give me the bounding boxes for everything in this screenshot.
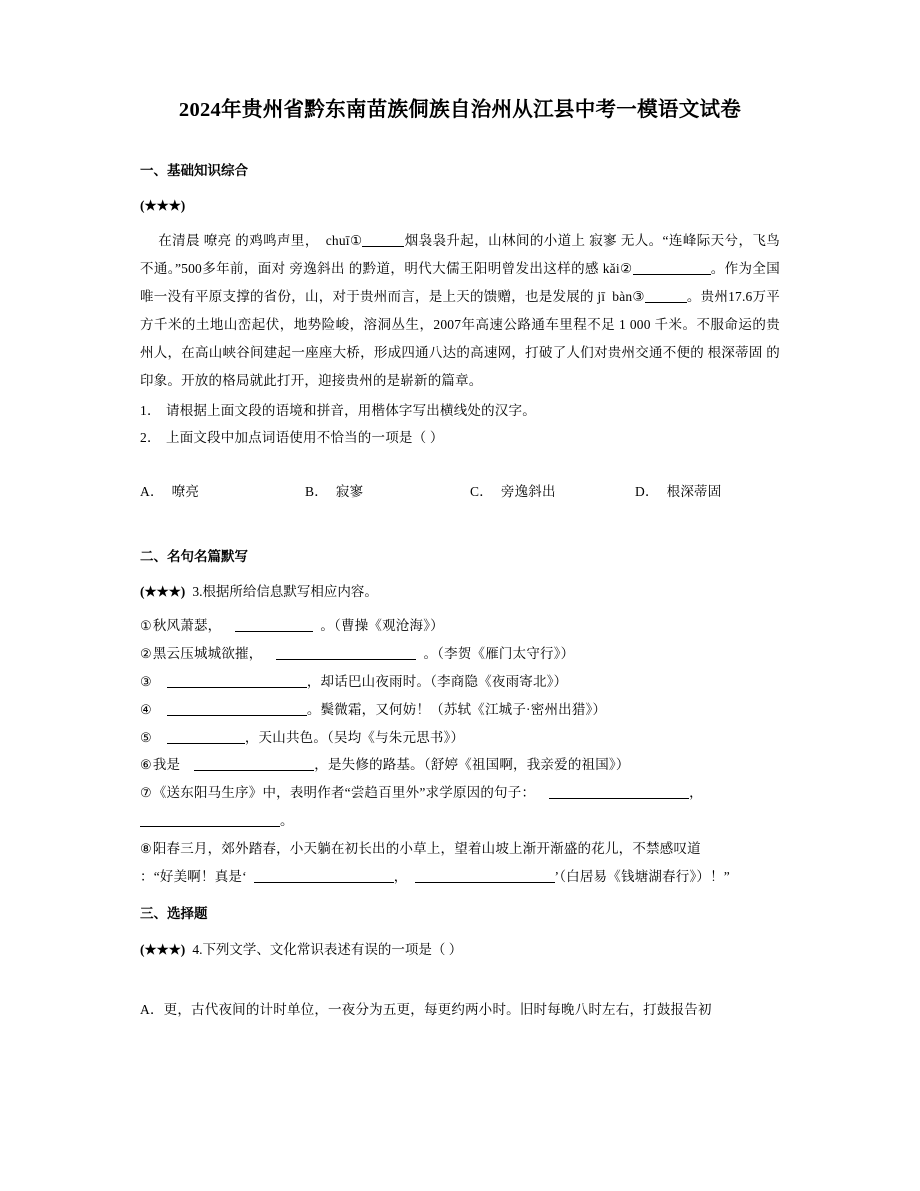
passage-line-1b: 烟袅袅升起，山林间的小道上 寂寥 无人。“连峰际天兮 [404,232,739,248]
item-8-line2-after: ’（白居易《钱塘湖春行》）！” [554,868,730,884]
passage-line-7: 的篇章。 [427,372,483,388]
section-heading-multiple-choice: 三、选择题 [140,906,208,922]
passage-line-5: 里程不足 1 000 千米。不服命运的贵州人，在高山峡谷间建起一座座大桥，形成四通八达的高速 [140,316,781,360]
option-c-text: 旁逸斜出 [500,484,556,499]
recitation-item-1 [140,612,780,640]
item-7-line2-after: 。 [280,813,294,829]
option-b[interactable] [305,479,470,505]
page-title: 2024年贵州省黔东南苗族侗族自治州从江县中考一模语文试卷 [178,99,742,121]
stars-badge-section2: (★★★) [140,583,186,599]
question-2 [140,424,780,451]
item-8-text: 阳春三月，郊外踏春，小天躺在初长出的小草上，望着山坡上渐开渐盛的花儿，不禁感叹道 [152,840,701,856]
item-5-blank[interactable] [167,743,245,744]
recitation-item-8-line2 [140,863,780,891]
item-3-marker: ③ [140,674,152,690]
question-4-header [140,939,780,961]
question-2-text: 上面文段中加点词语使用不恰当的一项是（ ） [166,430,444,445]
section-heading-recitation: 二、名句名篇默写 [140,548,248,564]
item-8-line2-pre: ：“好美啊！真是‘ [140,868,247,884]
option-b-letter: B． [305,484,328,499]
option-d-letter: D． [635,484,659,499]
reading-passage [140,227,780,395]
item-8-line2-mid: ， [393,868,408,884]
item-7-blank-1[interactable] [549,798,689,799]
option-a-letter: A． [140,484,164,499]
fill-blank-2[interactable] [633,274,711,275]
item-3-blank[interactable] [167,687,307,688]
passage-line-4: 。贵州17.6万平方千米的土地山峦起伏，地势险峻，溶洞丛生，2007年高速公路通车 [140,288,780,332]
item-5-marker: ⑤ [140,729,152,745]
question-4-text: 下列文学、文化常识表述有误的一项是（ ） [202,941,463,957]
stars-badge: (★★★) [140,197,186,213]
question-2-options [140,479,780,505]
passage-line-6: 网，打破了人们对贵州交通不便的 根深蒂固 的印象。开放的格局就此打开，迎接贵州的是崭新 [140,344,781,388]
recitation-item-8 [140,835,780,863]
item-4-marker: ④ [140,701,152,717]
question-4-option-a-text: A．更，古代夜间的计时单位，一夜分为五更，每更约两小时。旧时每晚八时左右，打鼓报告初 [140,1002,712,1018]
item-2-blank[interactable] [276,659,416,660]
option-a-text: 嘹亮 [171,484,200,499]
difficulty-stars-section1 [140,195,780,217]
item-2-before: 黑云压城城欲摧， [152,646,263,662]
passage-line-1a: 在清晨 嘹亮 的鸡鸣声里， [158,232,319,248]
recitation-item-4 [140,696,780,724]
item-1-after: 。（曹操《观沧海》） [320,618,444,634]
option-c-letter: C． [470,484,493,499]
item-7-tail: ， [689,785,703,801]
question-2-number: 2． [140,430,161,445]
passage-pinyin-1: chuī① [325,232,363,248]
item-6-before: 我是 [152,757,181,773]
item-6-after: ，是失修的路基。（舒婷《祖国啊，我亲爱的祖国》） [314,757,630,773]
option-c[interactable] [470,479,635,505]
question-3-number: 3. [192,583,203,599]
fill-blank-3[interactable] [645,302,687,303]
option-d-text: 根深蒂固 [666,484,722,499]
item-8-blank-2[interactable] [415,882,555,883]
option-a[interactable] [140,479,305,505]
question-4-option-a[interactable] [140,996,780,1023]
item-1-before: 秋风萧瑟， [152,618,222,634]
item-4-after: 。鬓微霜，又何妨！（苏轼《江城子·密州出猎》） [306,701,607,717]
item-7-marker: ⑦ [140,785,152,801]
passage-pinyin-3: bàn③ [612,288,645,304]
question-1-number: 1． [140,403,161,418]
item-2-marker: ② [140,646,152,662]
recitation-item-6 [140,751,780,779]
item-8-blank-1[interactable] [254,882,394,883]
recitation-item-2 [140,640,780,668]
item-5-after: ，天山共色。（吴均《与朱元思书》） [244,729,465,745]
question-3-text: 根据所给信息默写相应内容。 [202,583,378,599]
question-3-header [140,581,780,603]
item-7-text: 《送东阳马生序》中，表明作者“尝趋百里外”求学原因的句子： [152,785,536,801]
option-b-text: 寂寥 [335,484,364,499]
fill-blank-1[interactable] [362,246,404,247]
recitation-item-3 [140,668,780,696]
recitation-item-5 [140,724,780,752]
option-d[interactable] [635,479,800,505]
item-1-blank[interactable] [235,631,313,632]
item-6-marker: ⑥ [140,757,152,773]
item-2-after: 。（李贺《雁门太守行》） [423,646,575,662]
passage-line-3: 。作为全国唯一没有平原支撑的省份，山，对于贵州而言，是上天的馈赠，也是发展的 jī [140,260,780,304]
item-6-blank[interactable] [194,770,314,771]
stars-badge-section3: (★★★) [140,941,186,957]
item-1-marker: ① [140,618,152,634]
recitation-item-7 [140,779,780,807]
section-heading-basic-knowledge: 一、基础知识综合 [140,162,248,178]
question-1-text: 请根据上面文段的语境和拼音，用楷体字写出横线处的汉字。 [166,403,536,418]
question-1 [140,397,780,424]
item-3-after: ，却话巴山夜雨时。（李商隐《夜雨寄北》） [306,674,568,690]
item-7-blank-2[interactable] [140,826,280,827]
recitation-item-7-line2 [140,807,780,835]
question-4-number: 4. [192,941,203,957]
item-4-blank[interactable] [167,715,307,716]
item-8-marker: ⑧ [140,840,152,856]
passage-line-2: ，飞鸟不通。”500多年前，面对 旁逸斜出 的黔道，明代大儒王阳明曾发出这样的感 kǎi② [140,232,780,276]
